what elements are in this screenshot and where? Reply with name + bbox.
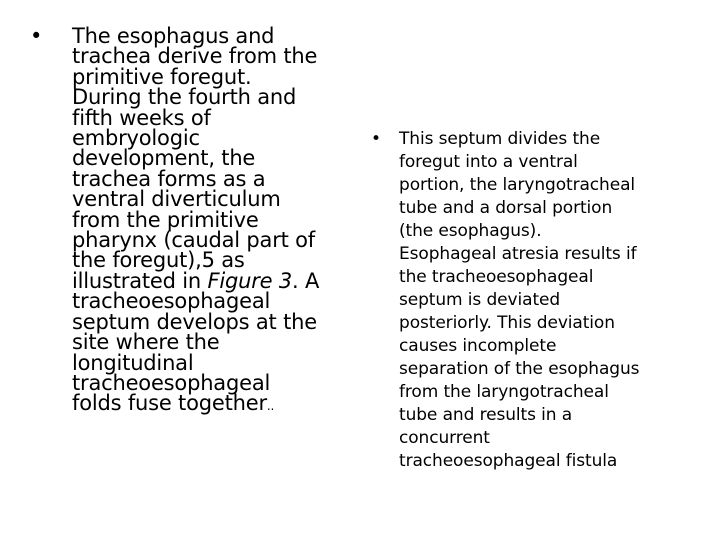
text-line: fifth weeks of (72, 105, 211, 130)
bullet-dot-icon: • (371, 129, 381, 149)
right-bullet-item (371, 128, 711, 473)
text-line: septum is deviated (399, 290, 561, 310)
text-line: (the esophagus). (399, 221, 542, 241)
text-fragment: . A (292, 268, 320, 293)
text-line: tracheoesophageal (72, 289, 271, 314)
text-line: embryologic (72, 126, 200, 151)
text-line: tracheoesophageal fistula (399, 451, 618, 471)
text-fragment: .. (266, 399, 275, 414)
text-line: During the fourth and (72, 85, 297, 110)
right-column (371, 128, 711, 473)
text-line: primitive foregut. (72, 64, 252, 89)
text-line: concurrent (399, 428, 490, 448)
text-line: pharynx (caudal part of (72, 228, 315, 253)
text-line: septum develops at the (72, 309, 317, 334)
text-line: tracheoesophageal (72, 370, 271, 395)
bullet-dot-icon: • (30, 24, 43, 48)
text-line: tube and a dorsal portion (399, 198, 613, 218)
text-line: the tracheoesophageal (399, 267, 594, 287)
text-line: This septum divides the (399, 129, 601, 149)
figure-reference: Figure 3 (207, 268, 293, 293)
text-line: longitudinal (72, 350, 194, 375)
left-bullet-item (30, 26, 350, 417)
text-line: foregut into a ventral (399, 152, 578, 172)
text-line: development, the (72, 146, 256, 171)
text-line: trachea derive from the (72, 44, 318, 69)
figure-reference-line (72, 268, 350, 293)
text-line: from the laryngotracheal (399, 382, 609, 402)
text-line: separation of the esophagus (399, 359, 640, 379)
text-fragment: folds fuse together (72, 391, 267, 416)
text-line: posteriorly. This deviation (399, 313, 615, 333)
text-line (72, 393, 350, 416)
text-line: from the primitive (72, 207, 259, 232)
text-line: tube and results in a (399, 405, 573, 425)
text-line: site where the (72, 330, 220, 355)
text-line: ventral diverticulum (72, 187, 281, 212)
text-fragment: illustrated in (72, 268, 208, 293)
text-line: the foregut),5 as (72, 248, 245, 273)
text-line: trachea forms as a (72, 166, 266, 191)
left-column (30, 26, 350, 417)
text-line: portion, the laryngotracheal (399, 175, 636, 195)
text-line: The esophagus and (72, 24, 275, 48)
text-line: Esophageal atresia results if (399, 244, 637, 264)
text-line: causes incomplete (399, 336, 557, 356)
